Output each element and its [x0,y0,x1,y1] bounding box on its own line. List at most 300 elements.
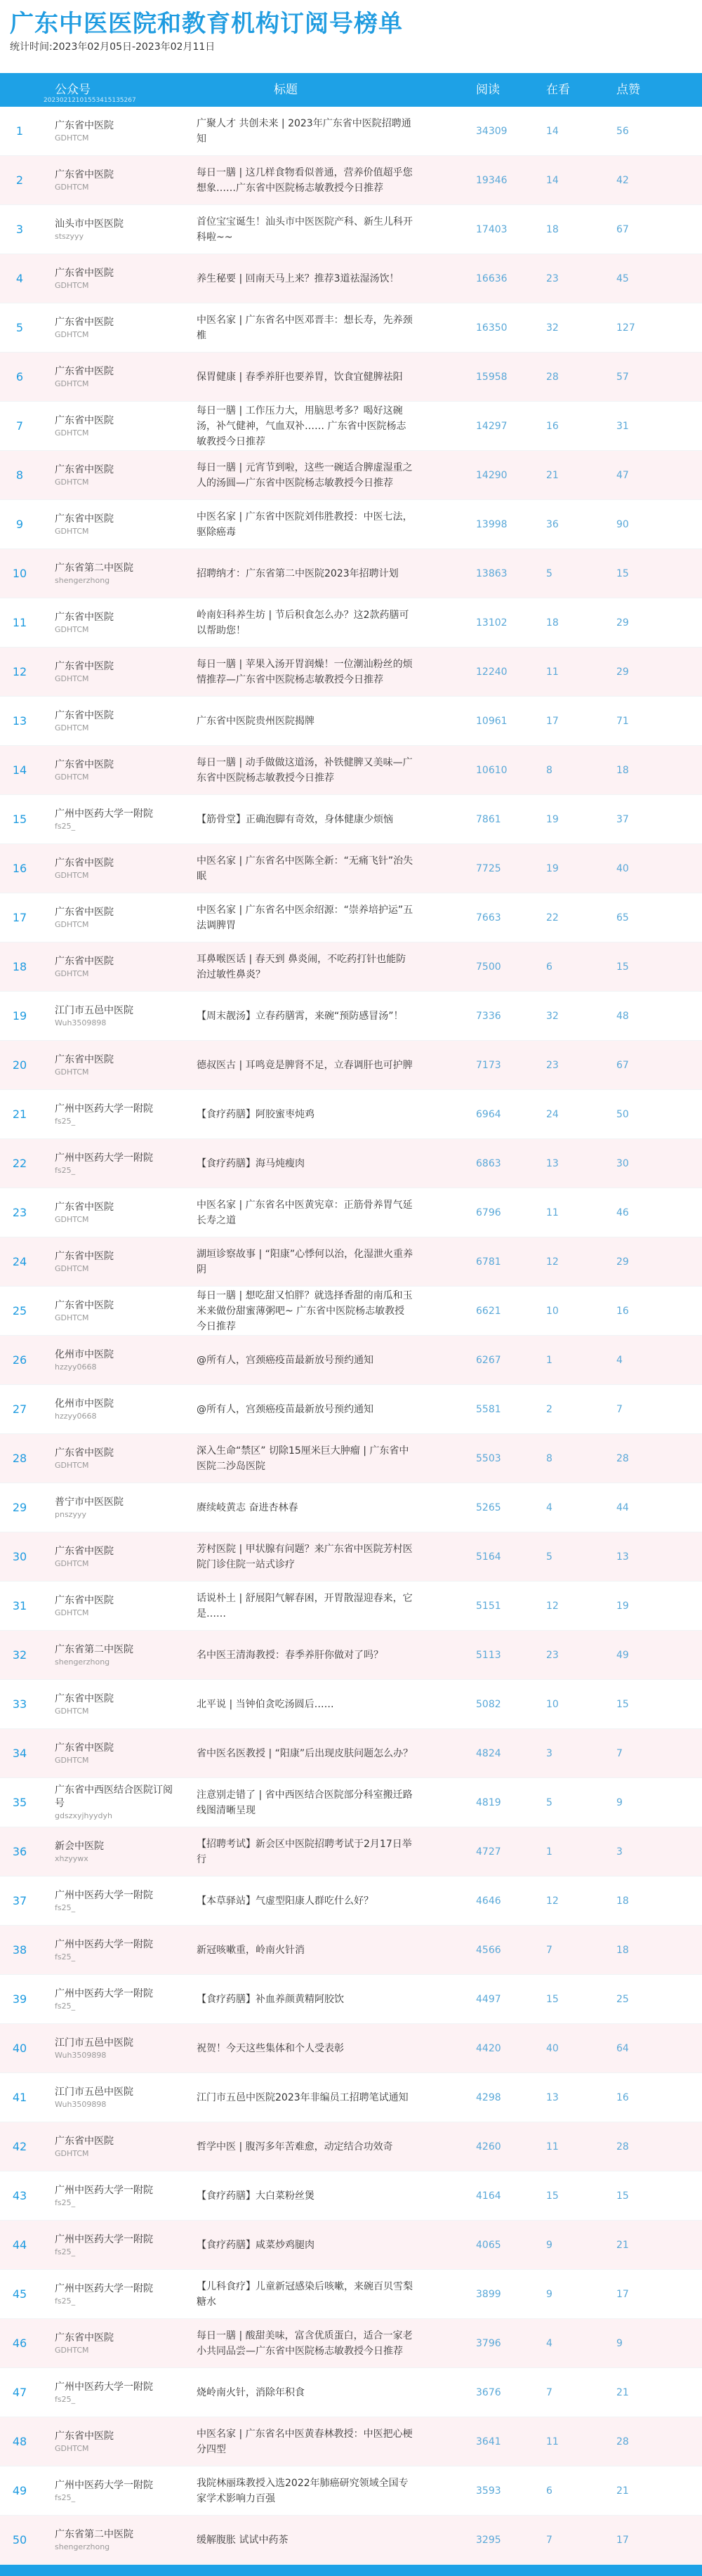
account-name[interactable]: 广东省中医院 [55,857,114,869]
read-count: 12240 [476,666,508,678]
table-row [0,2221,702,2270]
looking-count: 9 [546,2239,552,2251]
account-name[interactable]: 广东省中医院 [55,709,114,721]
account-id: hzzyy0668 [55,1411,97,1421]
table-row [0,549,702,598]
rank-number: 34 [12,1747,27,1760]
account-cell [55,1877,181,1925]
account-name[interactable]: 化州市中医院 [55,1398,114,1409]
account-name[interactable]: 广东省中医院 [55,1742,114,1754]
account-name[interactable]: 广东省中医院 [55,316,114,328]
account-id: Wuh3509898 [55,2099,107,2109]
article-title[interactable]: 【食疗药膳】阿胶蜜枣炖鸡 [197,1108,314,1120]
account-name[interactable]: 广东省中医院 [55,758,114,770]
like-count: 4 [616,1354,623,1366]
rank-number: 41 [12,2091,27,2104]
rank-number: 10 [12,567,27,580]
table-row [0,107,702,156]
rank-number: 47 [12,2386,27,2399]
looking-count: 19 [546,813,559,825]
account-id: GDHTCM [55,280,89,290]
read-count: 16350 [476,322,508,334]
article-title[interactable]: 名中医王清海教授：春季养肝你做对了吗？ [197,1649,383,1661]
like-count: 25 [616,1993,629,2005]
read-count: 16636 [476,272,508,284]
like-count: 19 [616,1600,629,1612]
like-count: 64 [616,2042,629,2054]
read-count: 4646 [476,1895,501,1907]
article-title[interactable]: 招聘纳才：广东省第二中医院2023年招聘计划 [197,567,399,579]
account-name[interactable]: 广东省中医院 [55,365,114,377]
header-looking: 在看 [546,83,570,97]
looking-count: 11 [546,2141,559,2153]
account-name[interactable]: 广东省中医院 [55,169,114,180]
article-title[interactable]: @所有人，宫颈癌疫苗最新放号预约通知 [197,1354,373,1366]
looking-count: 28 [546,371,559,383]
looking-count: 1 [546,1846,552,1858]
account-name[interactable]: 广东省中医院 [55,1299,114,1311]
article-title[interactable]: 祝贺！今天这些集体和个人受表彰 [197,2042,344,2054]
article-title[interactable]: 每日一膳 | 苹果入汤开胃润燥！一位潮汕粉丝的烦情推荐—广东省中医院杨志敏教授今日推荐 [197,658,413,685]
table-row [0,1237,702,1287]
rank-number: 19 [12,1009,27,1023]
looking-count: 18 [546,617,559,629]
read-count: 3899 [476,2288,501,2300]
article-title[interactable]: 省中医名医教授 | “阳康”后出现皮肤问题怎么办？ [197,1747,413,1759]
like-count: 18 [616,764,629,776]
table-row [0,795,702,844]
article-title[interactable]: 湖垣诊察故事 | “阳康”心悸何以治，化湿泄火重养阴 [197,1248,413,1275]
article-title[interactable]: 广东省中医院贵州医院揭牌 [197,715,314,727]
article-title[interactable]: 赓续岐黄志 奋进杏林春 [197,1501,298,1513]
account-id: Wuh3509898 [55,1018,107,1027]
account-name[interactable]: 普宁市中医医院 [55,1496,124,1508]
looking-count: 8 [546,1452,552,1464]
like-count: 47 [616,469,629,481]
table-row [0,1434,702,1483]
looking-count: 5 [546,567,552,579]
article-title[interactable]: 【筋骨堂】正确泡脚有奇效，身体健康少烦恼 [197,813,393,825]
rank-number: 24 [12,1255,27,1268]
rank-number: 11 [12,616,27,629]
read-count: 14290 [476,469,508,481]
like-count: 17 [616,2288,629,2300]
account-id: fs25_ [55,1116,76,1126]
account-name[interactable]: 广东省中医院 [55,906,114,918]
table-row [0,2024,702,2073]
article-title[interactable]: 深入生命“禁区” 切除15厘米巨大肿瘤 | 广东省中医院二沙岛医院 [197,1445,409,1472]
like-count: 67 [616,223,629,235]
rank-number: 31 [12,1599,27,1612]
account-cell [55,107,181,155]
rank-number: 38 [12,1943,27,1957]
article-title[interactable]: 【食疗药膳】补血养颜黄精阿胶饮 [197,1993,344,2005]
like-count: 7 [616,1403,623,1415]
account-cell [55,1631,181,1679]
like-count: 16 [616,2091,629,2103]
read-count: 7500 [476,961,501,973]
rank-number: 13 [12,714,27,728]
looking-count: 12 [546,1256,559,1268]
table-row [0,1975,702,2024]
account-id: shengerzhong [55,575,110,585]
account-cell [55,2516,181,2564]
account-id: fs25_ [55,1952,76,1961]
account-id: fs25_ [55,2296,76,2306]
article-title[interactable]: 中医名家 | 广东省名中医黄春林教授：中医把心梗分四型 [197,2428,413,2455]
account-cell [55,1778,181,1827]
table-row [0,1483,702,1532]
read-count: 3295 [476,2534,501,2546]
article-title[interactable]: 缓解腹胀 试试中药茶 [197,2534,289,2546]
account-id: GDHTCM [55,477,89,487]
looking-count: 22 [546,912,559,924]
article-title[interactable]: 每日一膳 | 动手做做这道汤，补铁健脾又美味—广东省中医院杨志敏教授今日推荐 [197,756,413,784]
account-name[interactable]: 广东省中医院 [55,1053,114,1065]
account-name[interactable]: 化州市中医院 [55,1348,114,1360]
read-count: 7336 [476,1010,501,1022]
article-title[interactable]: 中医名家 | 广东省中医院刘伟胜教授：中医七法，驱除癌毒 [197,511,413,538]
account-name[interactable]: 江门市五邑中医院 [55,2086,133,2098]
rank-number: 8 [15,468,24,482]
article-title[interactable]: 每日一膳 | 元宵节到啦，这些一碗适合脾虚湿重之人的汤圆—广东省中医院杨志敏教授今日推荐 [197,461,413,489]
table-row [0,2073,702,2122]
article-title[interactable]: 每日一膳 | 工作压力大，用脑思考多？喝好这碗汤，补气健神，气血双补…… 广东省中医院杨志敏教授今日推荐 [197,405,406,447]
looking-count: 14 [546,174,559,186]
account-cell [55,844,181,893]
account-name[interactable]: 广州中医药大学一附院 [55,1987,153,1999]
account-id: fs25_ [55,2247,76,2256]
read-count: 17403 [476,223,508,235]
looking-count: 15 [546,1993,559,2005]
account-cell [55,156,181,204]
article-title[interactable]: 【食疗药膳】咸菜炒鸡腿肉 [197,2239,314,2251]
table-row [0,1926,702,1975]
account-cell [55,500,181,548]
account-name[interactable]: 广东省中医院 [55,660,114,672]
account-id: GDHTCM [55,428,89,438]
rank-number: 17 [12,911,27,924]
account-id: GDHTCM [55,723,89,732]
looking-count: 15 [546,2190,559,2202]
looking-count: 17 [546,715,559,727]
account-id: GDHTCM [55,1608,89,1617]
article-title[interactable]: 【本草驿站】气虚型阳康人群吃什么好？ [197,1895,373,1907]
article-title[interactable]: 岭南妇科养生坊 | 节后积食怎么办？这2款药膳可以帮助您！ [197,609,409,636]
account-cell [55,2073,181,2122]
rank-number: 3 [15,223,24,236]
account-id: GDHTCM [55,1558,89,1568]
header-account: 公众号 [55,83,91,97]
like-count: 71 [616,715,629,727]
looking-count: 6 [546,2485,552,2497]
account-name[interactable]: 广东省中医院 [55,2430,114,2442]
article-title[interactable]: 中医名家 | 广东省名中医陈全新：“无痛飞针”治失眠 [197,855,413,882]
account-id: GDHTCM [55,2443,89,2453]
account-name[interactable]: 广东省中医院 [55,611,114,623]
account-name[interactable]: 江门市五邑中医院 [55,2037,133,2049]
table-row [0,1090,702,1139]
table-row [0,1680,702,1729]
account-cell [55,2368,181,2417]
account-name[interactable]: 广东省中医院 [55,464,114,475]
account-cell [55,353,181,401]
rank-number: 23 [12,1206,27,1219]
table-row [0,353,702,402]
article-title[interactable]: 保胃健康 | 春季养肝也要养胃，饮食宜健脾祛阳 [197,371,403,383]
table-row [0,205,702,254]
rank-number: 49 [12,2484,27,2497]
looking-count: 23 [546,1059,559,1071]
account-cell [55,2122,181,2171]
table-row [0,648,702,697]
account-cell [55,1090,181,1138]
account-name[interactable]: 新会中医院 [55,1840,104,1852]
account-cell [55,205,181,254]
account-cell [55,1287,181,1335]
article-title[interactable]: 耳鼻喉医话 | 春天到 鼻炎闹，不吃药打针也能防治过敏性鼻炎？ [197,953,406,980]
read-count: 7173 [476,1059,501,1071]
account-id: fs25_ [55,2492,76,2502]
article-title[interactable]: 芳村医院 | 甲状腺有问题？来广东省中医院芳村医院门诊住院一站式诊疗 [197,1543,413,1570]
like-count: 3 [616,1846,623,1858]
article-title[interactable]: 【招聘考试】新会区中医院招聘考试于2月17日举行 [197,1838,412,1865]
read-count: 6267 [476,1354,501,1366]
account-name[interactable]: 广东省第二中医院 [55,2528,133,2540]
article-title[interactable]: 话说朴土 | 舒展阳气解春困，开胃散湿迎春来，它是…… [197,1592,413,1619]
read-count: 4164 [476,2190,501,2202]
account-id: GDHTCM [55,1755,89,1765]
account-cell [55,2319,181,2367]
read-count: 5581 [476,1403,501,1415]
rank-number: 18 [12,960,27,973]
read-count: 5503 [476,1452,501,1464]
article-title[interactable]: 广聚人才 共创未来 | 2023年广东省中医院招聘通知 [197,117,411,145]
article-title[interactable]: 德叔医古 | 耳鸣竟是脾肾不足，立春调肝也可护脾 [197,1059,413,1071]
account-name[interactable]: 广东省中医院 [55,267,114,279]
account-cell [55,549,181,598]
account-name[interactable]: 广东省中医院 [55,1201,114,1213]
account-id: fs25_ [55,1165,76,1175]
account-cell [55,1139,181,1188]
table-row [0,1778,702,1827]
like-count: 44 [616,1501,629,1513]
account-cell [55,598,181,647]
article-title[interactable]: 【食疗药膳】大白菜粉丝煲 [197,2190,314,2202]
article-title[interactable]: 中医名家 | 广东省名中医邓晋丰：想长寿，先养颈椎 [197,314,413,341]
like-count: 56 [616,125,629,137]
article-title[interactable]: 每日一膳 | 这几样食物看似普通，营养价值超乎您想象……广东省中医院杨志敏教授今日推荐 [197,166,413,194]
article-title[interactable]: 中医名家 | 广东省名中医黄宪章：正筋骨养胃气延长寿之道 [197,1199,413,1226]
rank-number: 39 [12,1992,27,2006]
rank-number: 6 [15,370,24,383]
rank-number: 43 [12,2189,27,2202]
like-count: 15 [616,2190,629,2202]
table-row [0,697,702,746]
read-count: 15958 [476,371,508,383]
table-row [0,451,702,500]
account-cell [55,1385,181,1433]
read-count: 5164 [476,1551,501,1563]
account-name[interactable]: 广州中医药大学一附院 [55,1889,153,1901]
account-id: GDHTCM [55,1067,89,1077]
rank-number: 7 [15,419,24,433]
account-id: fs25_ [55,2197,76,2207]
account-name[interactable]: 广东省第二中医院 [55,1643,133,1655]
like-count: 16 [616,1305,629,1317]
article-title[interactable]: 新冠咳嗽重，岭南火针消 [197,1944,305,1956]
looking-count: 1 [546,1354,552,1366]
table-row [0,254,702,303]
account-name[interactable]: 广州中医药大学一附院 [55,1103,153,1115]
header-reads: 阅读 [476,83,500,97]
article-title[interactable]: 注意别走错了 | 省中西医结合医院部分科室搬迁路线图清晰呈现 [197,1789,413,1816]
article-title[interactable]: 哲学中医 | 腹泻多年苦难愈，动定结合功效奇 [197,2141,393,2153]
account-cell [55,2466,181,2515]
read-count: 10610 [476,764,508,776]
read-count: 4497 [476,1993,501,2005]
account-name[interactable]: 广东省中医院 [55,414,114,426]
account-name[interactable]: 广州中医药大学一附院 [55,2184,153,2196]
table-row [0,1582,702,1631]
account-id: GDHTCM [55,1263,89,1273]
looking-count: 5 [546,1796,552,1808]
like-count: 29 [616,666,629,678]
article-title[interactable]: 烧岭南火针，消除年积食 [197,2386,305,2398]
looking-count: 7 [546,1944,552,1956]
like-count: 29 [616,1256,629,1268]
rank-number: 28 [12,1452,27,1465]
account-name[interactable]: 广东省中医院 [55,1447,114,1459]
article-title[interactable]: 【食疗药膳】海马炖瘦肉 [197,1157,305,1169]
rank-number: 42 [12,2140,27,2153]
account-name[interactable]: 广州中医药大学一附院 [55,2233,153,2245]
account-cell [55,2024,181,2072]
ranking-table [0,73,702,2565]
read-count: 6621 [476,1305,501,1317]
account-name[interactable]: 广东省中医院 [55,2135,114,2147]
account-name[interactable]: 广东省中医院 [55,1693,114,1704]
like-count: 28 [616,1452,629,1464]
article-title[interactable]: 每日一膳 | 酸甜美味，富含优质蛋白，适合一家老小共同品尝—广东省中医院杨志敏教授今日推荐 [197,2329,413,2357]
rank-number: 50 [12,2533,27,2547]
rank-number: 12 [12,665,27,678]
looking-count: 8 [546,764,552,776]
table-row [0,2417,702,2466]
rank-number: 5 [15,321,24,334]
account-id: GDHTCM [55,919,89,929]
table-row [0,2516,702,2565]
article-title[interactable]: 每日一膳 | 想吃甜又怕胖？就选择香甜的南瓜和玉米来做份甜蜜薄粥吧~ 广东省中医院杨志敏教授今日推荐 [197,1289,413,1332]
account-name[interactable]: 广东省中西医结合医院订阅号 [55,1785,173,1809]
account-cell [55,2417,181,2466]
account-cell [55,303,181,352]
table-row [0,598,702,648]
article-title[interactable]: @所有人，宫颈癌疫苗最新放号预约通知 [197,1403,373,1415]
table-row [0,1877,702,1926]
rank-number: 21 [12,1108,27,1121]
account-cell [55,254,181,303]
looking-count: 4 [546,1501,552,1513]
article-title[interactable]: 【儿科食疗】儿童新冠感染后咳嗽，来碗百贝雪梨糖水 [197,2280,413,2308]
read-count: 13102 [476,617,508,629]
looking-count: 32 [546,1010,559,1022]
read-count: 5265 [476,1501,501,1513]
account-name[interactable]: 广东省中医院 [55,2332,114,2344]
account-name[interactable]: 广州中医药大学一附院 [55,808,153,820]
table-header [0,73,702,107]
account-name[interactable]: 广东省中医院 [55,1594,114,1606]
table-row [0,1287,702,1336]
account-cell [55,451,181,499]
rank-number: 32 [12,1648,27,1662]
read-count: 3676 [476,2386,501,2398]
read-count: 4065 [476,2239,501,2251]
account-id: GDHTCM [55,2148,89,2158]
like-count: 31 [616,420,629,432]
account-cell [55,1336,181,1384]
account-name[interactable]: 广州中医药大学一附院 [55,2381,153,2393]
account-name[interactable]: 广州中医药大学一附院 [55,1152,153,1164]
account-name[interactable]: 广东省中医院 [55,1250,114,1262]
like-count: 28 [616,2141,629,2153]
article-title[interactable]: 中医名家 | 广东省名中医余绍源：“崇养培护运”五法调脾胃 [197,904,413,931]
article-title[interactable]: 江门市五邑中医院2023年非编员工招聘笔试通知 [197,2091,409,2103]
account-cell [55,795,181,843]
like-count: 13 [616,1551,629,1563]
account-id: GDHTCM [55,379,89,388]
account-name[interactable]: 广州中医药大学一附院 [55,2282,153,2294]
looking-count: 36 [546,518,559,530]
table-row [0,2319,702,2368]
account-id: GDHTCM [55,2345,89,2355]
article-title[interactable]: 北平说 | 当钟伯贪吃汤圆后…… [197,1698,334,1710]
rank-number: 4 [15,272,24,285]
account-name[interactable]: 广东省中医院 [55,513,114,525]
account-id: GDHTCM [55,870,89,880]
account-name[interactable]: 江门市五邑中医院 [55,1004,133,1016]
account-name[interactable]: 广州中医药大学一附院 [55,1938,153,1950]
like-count: 50 [616,1108,629,1120]
read-count: 19346 [476,174,508,186]
account-cell [55,1680,181,1728]
rank-number: 33 [12,1697,27,1711]
article-title[interactable]: 养生秘要 | 回南天马上来？推荐3道祛湿汤饮！ [197,272,399,284]
account-cell [55,402,181,450]
account-cell [55,942,181,991]
account-name[interactable]: 广东省中医院 [55,119,114,131]
account-name[interactable]: 广州中医药大学一附院 [55,2479,153,2491]
account-id: fs25_ [55,2001,76,2011]
article-title[interactable]: 我院林丽珠教授入选2022年肺癌研究领域全国专家学术影响力百强 [197,2477,409,2504]
account-cell [55,746,181,794]
like-count: 30 [616,1157,629,1169]
article-title[interactable]: 首位宝宝诞生！汕头市中医医院产科、新生儿科开科啦~~ [197,216,413,243]
rank-number: 25 [12,1304,27,1317]
rank-number: 45 [12,2287,27,2301]
rank-number: 29 [12,1501,27,1514]
account-name[interactable]: 广东省中医院 [55,955,114,967]
account-name[interactable]: 汕头市中医医院 [55,218,124,230]
account-name[interactable]: 广东省中医院 [55,1545,114,1557]
looking-count: 13 [546,2091,559,2103]
account-name[interactable]: 广东省第二中医院 [55,562,133,574]
rank-number: 44 [12,2238,27,2252]
rank-number: 48 [12,2435,27,2448]
article-title[interactable]: 【周末靓汤】立春药膳霄，来碗“预防感冒汤”！ [197,1010,404,1022]
like-count: 9 [616,1796,623,1808]
like-count: 37 [616,813,629,825]
